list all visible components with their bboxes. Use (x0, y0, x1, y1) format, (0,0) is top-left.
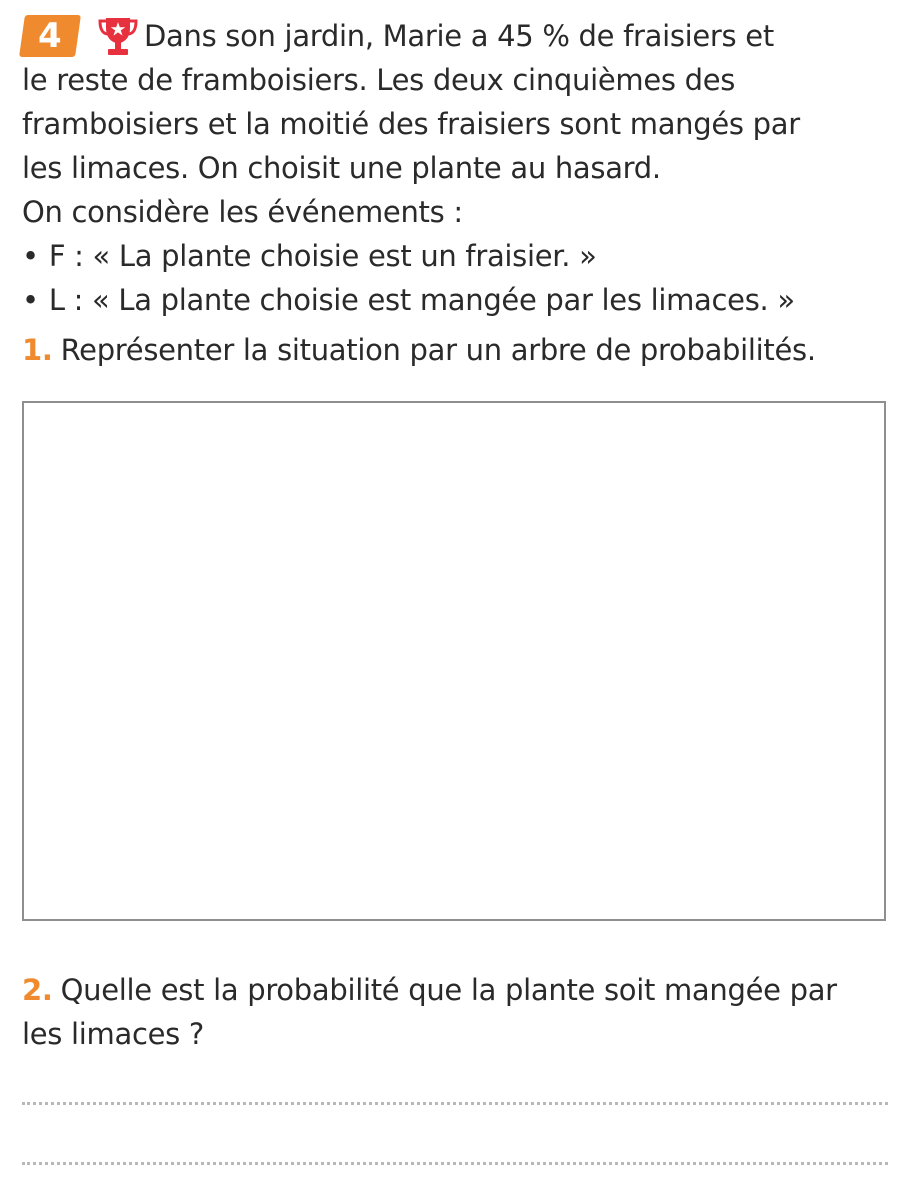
answer-line-1[interactable] (22, 1102, 888, 1105)
event-f-text: F : « La plante choisie est un fraisier. » (48, 239, 597, 273)
statement-line-5: On considère les événements : (22, 195, 463, 229)
event-l-text: L : « La plante choisie est mangée par les limaces. » (48, 283, 795, 317)
question-1 (22, 328, 892, 372)
trophy-icon (98, 14, 138, 58)
question-2 (22, 968, 892, 1056)
bullet-icon: • (22, 239, 39, 273)
question-1-text: Représenter la situation par un arbre de probabilités. (60, 333, 816, 367)
answer-line-2[interactable] (22, 1162, 888, 1165)
question-2-line-2: les limaces ? (22, 1017, 204, 1051)
exercise-number-badge (19, 15, 81, 57)
statement-line-1 (22, 14, 892, 58)
statement-line-2: le reste de framboisiers. Les deux cinquièmes des (22, 63, 736, 97)
statement-line-4: les limaces. On choisit une plante au hasard. (22, 151, 661, 185)
statement-line-3: framboisiers et la moitié des fraisiers sont mangés par (22, 107, 800, 141)
question-2-number: 2. (22, 973, 53, 1007)
question-2-text: Quelle est la probabilité que la plante soit mangée par (60, 973, 837, 1007)
exercise-statement (22, 14, 892, 372)
bullet-icon: • (22, 283, 39, 317)
tree-answer-box[interactable] (22, 401, 886, 921)
exercise-number: 4 (38, 16, 62, 56)
statement-text: Dans son jardin, Marie a 45 % de fraisiers et (144, 19, 774, 53)
question-1-number: 1. (22, 333, 53, 367)
event-f (22, 234, 892, 278)
event-l (22, 278, 892, 322)
question-2-line-1 (22, 968, 892, 1012)
